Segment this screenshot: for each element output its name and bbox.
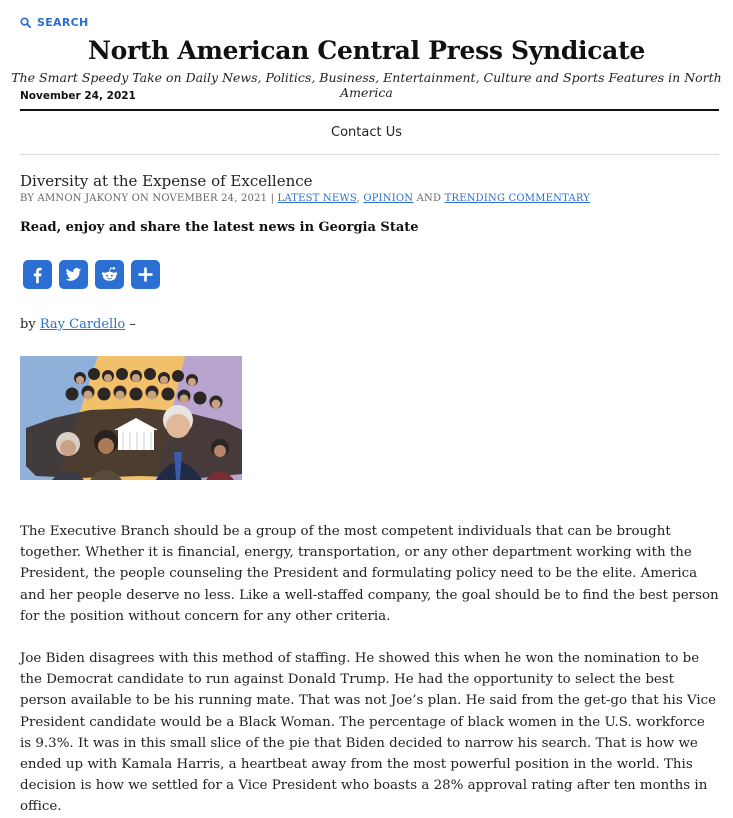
post-title[interactable]: Diversity at the Expense of Excellence: [20, 172, 313, 190]
byline-sep-comma: ,: [356, 193, 364, 204]
search-icon: [20, 17, 31, 28]
search-label: SEARCH: [37, 16, 89, 29]
share-more-button[interactable]: [131, 260, 160, 289]
author-suffix: –: [125, 317, 136, 332]
article-paragraph: The Executive Branch should be a group of the most competent individuals that can be brought together. Whether it is financial, energy, transportation, or any other department working with the President, the people counseling the President and formulating policy need to be the elite. America and her people deserve no less. Like a well-staffed company, the goal should be to find the best person for the position without concern for any other criteria.: [20, 524, 719, 624]
nav-contact-us[interactable]: Contact Us: [331, 125, 402, 140]
search-link[interactable]: [20, 16, 89, 29]
category-latest-news-link[interactable]: LATEST NEWS: [277, 193, 357, 204]
nav-divider: [20, 154, 719, 155]
author-link[interactable]: Ray Cardello: [39, 317, 126, 332]
author-prefix: by: [20, 317, 40, 332]
post-byline: [20, 193, 590, 204]
share-buttons: [23, 260, 160, 289]
featured-image-graphic: [20, 356, 242, 480]
category-opinion-link[interactable]: OPINION: [363, 193, 414, 204]
twitter-icon: [63, 264, 84, 285]
featured-image: [20, 356, 242, 480]
share-plus-icon: [135, 264, 156, 285]
category-trending-commentary-link[interactable]: TRENDING COMMENTARY: [444, 193, 591, 204]
site-title[interactable]: North American Central Press Syndicate: [88, 36, 645, 65]
post-lead: Read, enjoy and share the latest news in Georgia State: [20, 220, 419, 235]
facebook-share-button[interactable]: [23, 260, 52, 289]
site-tagline: The Smart Speedy Take on Daily News, Politics, Business, Entertainment, Culture and Sports Features in North America: [11, 70, 722, 100]
post-author-line: [20, 317, 136, 332]
header-divider: [20, 109, 719, 111]
reddit-share-button[interactable]: [95, 260, 124, 289]
twitter-share-button[interactable]: [59, 260, 88, 289]
header-date: November 24, 2021: [20, 90, 136, 102]
byline-prefix: BY AMNON JAKONY ON NOVEMBER 24, 2021 |: [20, 193, 278, 204]
reddit-icon: [99, 264, 120, 285]
facebook-icon: [27, 264, 48, 285]
article-paragraph: Joe Biden disagrees with this method of staffing. He showed this when he won the nomination to be the Democrat candidate to run against Donald Trump. He had the opportunity to select the best person available to be his running mate. That was not Joe’s plan. He said from the get-go that his Vice President candidate would be a Black Woman. The percentage of black women in the U.S. workforce is 9.3%. It was in this small slice of the pie that Biden decided to narrow his search. That is how we ended up with Kamala Harris, a heartbeat away from the most powerful position in the world. This decision is how we settled for a Vice President who boasts a 28% approval rating after ten months in office.: [20, 651, 717, 815]
byline-sep-and: AND: [413, 193, 445, 204]
